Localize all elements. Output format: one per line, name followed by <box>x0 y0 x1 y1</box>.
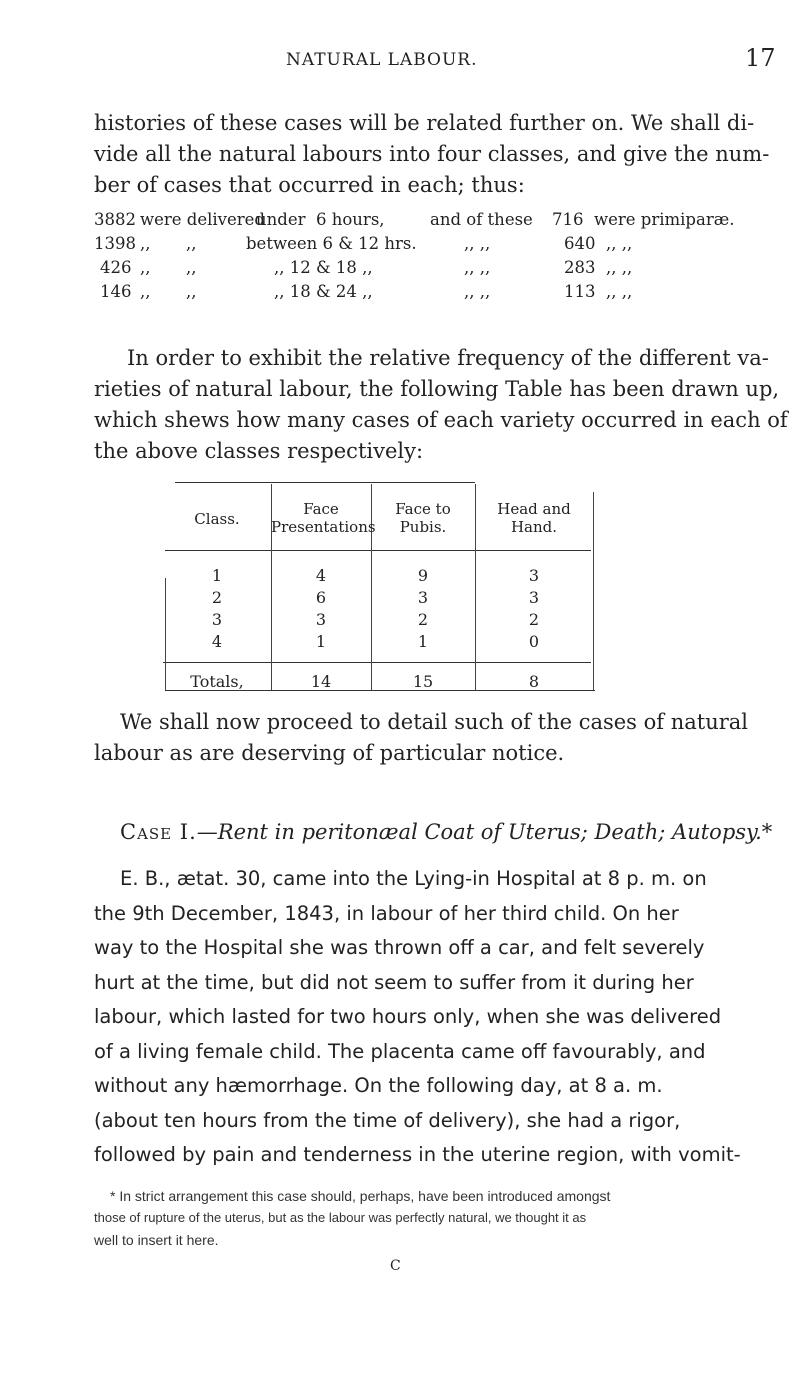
list-text: and of these <box>430 210 533 229</box>
signature-mark: C <box>390 1258 401 1274</box>
table-cell: 3 <box>528 588 540 607</box>
list-item <box>94 210 744 234</box>
case-count: 1398 <box>94 234 136 253</box>
header-face-presentations: Face Presentations <box>271 500 376 536</box>
table-cell: 9 <box>417 566 429 585</box>
table-cell: 1 <box>211 566 223 585</box>
primiparae-count: 640 <box>564 234 596 253</box>
list-text: ,, <box>186 282 197 301</box>
table-cell: 3 <box>211 610 223 629</box>
case-label: Case I. <box>120 820 197 844</box>
hours-range: ,, 12 & 18 ,, <box>274 258 373 277</box>
case-title: —Rent in peritonæal Coat of Uterus; Death; Autopsy.* <box>196 820 773 844</box>
case-text-line: the 9th December, 1843, in labour of her third child. On her <box>94 901 679 925</box>
footnote-line: * In strict arrangement this case should, perhaps, have been introduced amongst <box>110 1188 611 1204</box>
table-cell: 4 <box>315 566 327 585</box>
table-intro-line: which shews how many cases of each variety occurred in each of <box>94 408 788 432</box>
table-top-rule <box>175 482 475 483</box>
table-cell: 6 <box>315 588 327 607</box>
case-count: 426 <box>100 258 132 277</box>
hours-range: 6 hours, <box>316 210 385 229</box>
case-text-line: without any hæmorrhage. On the following day, at 8 a. m. <box>94 1074 663 1097</box>
case-text-line: hurt at the time, but did not seem to suffer from it during her <box>94 970 694 994</box>
hours-range: between 6 & 12 hrs. <box>246 234 417 253</box>
table-intro-line: the above classes respectively: <box>94 439 424 463</box>
table-intro-line: In order to exhibit the relative frequency of the different va- <box>127 346 769 370</box>
list-text: ,, ,, <box>606 282 633 301</box>
header-face-to-pubis: Face to Pubis. <box>395 500 451 536</box>
table-cell: 1 <box>315 632 327 651</box>
table-header-rule <box>165 550 591 551</box>
table-cell: 0 <box>528 632 540 651</box>
running-title: NATURAL LABOUR. <box>286 50 478 70</box>
table-cell: 3 <box>528 566 540 585</box>
proceed-line: labour as are deserving of particular notice. <box>94 741 565 765</box>
case-text-line: E. B., ætat. 30, came into the Lying-in Hospital at 8 p. m. on <box>120 867 707 890</box>
list-item <box>94 258 744 282</box>
case-count: 3882 <box>94 210 136 229</box>
table-intro-line: rieties of natural labour, the following Table has been drawn up, <box>94 377 780 401</box>
hours-range: ,, 18 & 24 ,, <box>274 282 373 301</box>
table-cell: 2 <box>417 610 429 629</box>
table-cell: 3 <box>417 588 429 607</box>
list-item <box>94 282 744 306</box>
table-right-rule <box>593 492 594 690</box>
list-text: were primiparæ. <box>594 210 735 229</box>
totals-label: Totals, <box>190 672 244 691</box>
intro-paragraph <box>94 108 770 201</box>
table-cell: 3 <box>315 610 327 629</box>
list-text: ,, ,, <box>606 258 633 277</box>
list-text: were delivered <box>140 210 265 229</box>
table-totals-rule <box>163 662 591 663</box>
header-class: Class. <box>194 510 240 528</box>
table-cell: 4 <box>211 632 223 651</box>
intro-line: histories of these cases will be related further on. We shall di- <box>94 111 755 135</box>
footnote-line: well to insert it here. <box>94 1232 219 1248</box>
list-text: under <box>256 210 306 229</box>
case-count: 146 <box>100 282 132 301</box>
intro-line: ber of cases that occurred in each; thus: <box>94 173 525 197</box>
page-header <box>0 44 800 86</box>
primiparae-count: 283 <box>564 258 596 277</box>
intro-line: vide all the natural labours into four classes, and give the num- <box>94 142 770 166</box>
case-text-line: labour, which lasted for two hours only, when she was delivered <box>94 1005 722 1028</box>
primiparae-count: 113 <box>564 282 596 301</box>
varieties-table <box>163 482 731 690</box>
case-text-line: of a living female child. The placenta came off favourably, and <box>94 1039 706 1063</box>
table-intro-paragraph <box>94 343 788 467</box>
totals-cell: 15 <box>412 672 434 691</box>
list-text: ,, ,, <box>606 234 633 253</box>
list-text: ,, <box>140 258 151 277</box>
list-text: ,, <box>186 234 197 253</box>
list-text: ,, ,, <box>464 282 491 301</box>
case-text-line: followed by pain and tenderness in the uterine region, with vomit- <box>94 1143 741 1166</box>
table-cell: 2 <box>528 610 540 629</box>
case-text-paragraph <box>94 862 741 1173</box>
classes-list <box>94 210 744 306</box>
proceed-line: We shall now proceed to detail such of the cases of natural <box>120 710 749 734</box>
footnote <box>94 1185 734 1251</box>
case-text-line: (about ten hours from the time of delivery), she had a rigor, <box>94 1108 681 1132</box>
list-text: ,, <box>140 234 151 253</box>
totals-cell: 8 <box>528 672 540 691</box>
list-text: ,, <box>186 258 197 277</box>
page-number: 17 <box>745 44 776 72</box>
footnote-line: those of rupture of the uterus, but as the labour was perfectly natural, we thought it as <box>94 1210 587 1225</box>
case-heading <box>94 820 772 844</box>
totals-cell: 14 <box>310 672 332 691</box>
primiparae-count: 716 <box>552 210 584 229</box>
header-head-and-hand: Head and Hand. <box>497 500 571 536</box>
list-item <box>94 234 744 258</box>
case-text-line: way to the Hospital she was thrown off a car, and felt severely <box>94 936 705 959</box>
proceed-paragraph <box>94 707 749 769</box>
list-text: ,, ,, <box>464 234 491 253</box>
table-cell: 1 <box>417 632 429 651</box>
list-text: ,, ,, <box>464 258 491 277</box>
table-cell: 2 <box>211 588 223 607</box>
list-text: ,, <box>140 282 151 301</box>
